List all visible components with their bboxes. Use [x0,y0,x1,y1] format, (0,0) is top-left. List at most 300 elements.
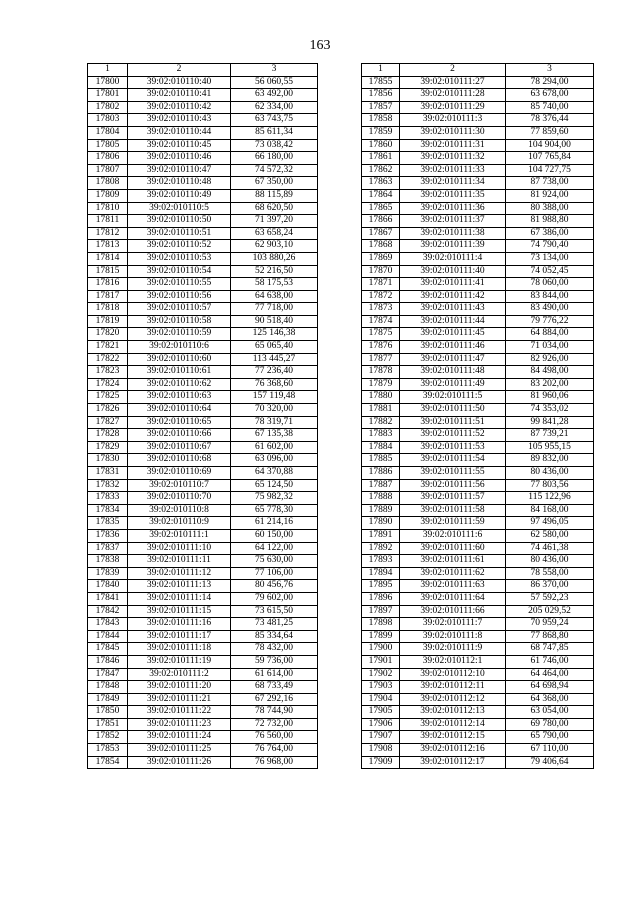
table-row [88,189,318,202]
row-number-cell: 17888 [362,492,400,505]
table-row [362,655,594,668]
cadastral-value-cell: 113 445,27 [231,353,318,366]
column-header-1: 1 [362,64,400,77]
cadastral-value-cell: 74 572,32 [231,164,318,177]
table-row [88,315,318,328]
cadastral-number-cell: 39:02:010110:53 [128,252,231,265]
table-row [88,265,318,278]
row-number-cell: 17882 [362,416,400,429]
row-number-cell: 17886 [362,467,400,480]
row-number-cell: 17879 [362,378,400,391]
cadastral-number-cell: 39:02:010111:31 [400,139,506,152]
cadastral-number-cell: 39:02:010110:8 [128,504,231,517]
cadastral-value-cell: 71 397,20 [231,215,318,228]
table-row [362,404,594,417]
row-number-cell: 17823 [88,366,128,379]
cadastral-number-cell: 39:02:010111:57 [400,492,506,505]
table-row [88,202,318,215]
table-row [88,416,318,429]
cadastral-value-cell: 83 490,00 [506,303,594,316]
table-row [88,76,318,89]
cadastral-number-cell: 39:02:010110:62 [128,378,231,391]
cadastral-value-cell: 87 739,21 [506,429,594,442]
cadastral-value-cell: 80 388,00 [506,202,594,215]
row-number-cell: 17832 [88,479,128,492]
row-number-cell: 17817 [88,290,128,303]
row-number-cell: 17834 [88,504,128,517]
table-row [362,227,594,240]
cadastral-value-cell: 76 560,00 [231,731,318,744]
cadastral-number-cell: 39:02:010111:23 [128,718,231,731]
row-number-cell: 17837 [88,542,128,555]
row-number-cell: 17877 [362,353,400,366]
cadastral-value-cell: 85 740,00 [506,101,594,114]
row-number-cell: 17852 [88,731,128,744]
row-number-cell: 17895 [362,580,400,593]
row-number-cell: 17892 [362,542,400,555]
cadastral-value-cell: 68 620,50 [231,202,318,215]
cadastral-value-cell: 75 630,00 [231,555,318,568]
cadastral-value-cell: 63 678,00 [506,89,594,102]
table-row [362,378,594,391]
cadastral-number-cell: 39:02:010111:40 [400,265,506,278]
cadastral-number-cell: 39:02:010110:66 [128,429,231,442]
cadastral-number-cell: 39:02:010111:33 [400,164,506,177]
row-number-cell: 17880 [362,391,400,404]
table-row [88,756,318,769]
table-row [362,529,594,542]
cadastral-value-cell: 67 292,16 [231,693,318,706]
table-row [362,366,594,379]
table-row [362,164,594,177]
cadastral-number-cell: 39:02:010111:11 [128,555,231,568]
cadastral-value-cell: 78 060,00 [506,278,594,291]
table-header-row [362,64,594,77]
table-row [88,479,318,492]
cadastral-value-cell: 62 580,00 [506,529,594,542]
cadastral-number-cell: 39:02:010111:64 [400,592,506,605]
row-number-cell: 17830 [88,454,128,467]
cadastral-value-cell: 57 592,23 [506,592,594,605]
cadastral-number-cell: 39:02:010111:18 [128,643,231,656]
cadastral-value-cell: 66 180,00 [231,152,318,165]
cadastral-value-cell: 63 096,00 [231,454,318,467]
table-row [88,517,318,530]
table-row [88,504,318,517]
cadastral-value-cell: 74 353,02 [506,404,594,417]
table-row [362,618,594,631]
table-row [362,303,594,316]
cadastral-number-cell: 39:02:010112:16 [400,744,506,757]
row-number-cell: 17855 [362,76,400,89]
cadastral-value-cell: 104 727,75 [506,164,594,177]
row-number-cell: 17907 [362,731,400,744]
cadastral-number-cell: 39:02:010112:1 [400,655,506,668]
table-row [362,744,594,757]
cadastral-value-cell: 64 370,88 [231,467,318,480]
cadastral-number-cell: 39:02:010111:30 [400,126,506,139]
row-number-cell: 17885 [362,454,400,467]
table-row [362,706,594,719]
table-row [88,744,318,757]
cadastral-number-cell: 39:02:010111:16 [128,618,231,631]
row-number-cell: 17842 [88,605,128,618]
cadastral-number-cell: 39:02:010110:48 [128,177,231,190]
table-row [88,529,318,542]
cadastral-value-cell: 78 558,00 [506,567,594,580]
row-number-cell: 17814 [88,252,128,265]
row-number-cell: 17811 [88,215,128,228]
cadastral-number-cell: 39:02:010110:46 [128,152,231,165]
row-number-cell: 17897 [362,605,400,618]
table-row [88,114,318,127]
cadastral-number-cell: 39:02:010111:37 [400,215,506,228]
cadastral-number-cell: 39:02:010110:59 [128,328,231,341]
row-number-cell: 17868 [362,240,400,253]
cadastral-number-cell: 39:02:010112:11 [400,681,506,694]
table-row [362,504,594,517]
cadastral-value-cell: 72 732,00 [231,718,318,731]
table-row [88,706,318,719]
table-row [362,416,594,429]
table-row [88,441,318,454]
table-row [362,580,594,593]
row-number-cell: 17856 [362,89,400,102]
table-row [362,114,594,127]
table-row [88,681,318,694]
cadastral-number-cell: 39:02:010111:66 [400,605,506,618]
table-row [88,290,318,303]
row-number-cell: 17859 [362,126,400,139]
cadastral-value-cell: 97 496,05 [506,517,594,530]
table-row [88,567,318,580]
row-number-cell: 17861 [362,152,400,165]
cadastral-number-cell: 39:02:010110:51 [128,227,231,240]
cadastral-number-cell: 39:02:010110:60 [128,353,231,366]
cadastral-table-right [361,63,594,769]
table-body-right [362,76,594,769]
table-row [88,454,318,467]
cadastral-number-cell: 39:02:010110:45 [128,139,231,152]
cadastral-value-cell: 78 376,44 [506,114,594,127]
cadastral-number-cell: 39:02:010110:44 [128,126,231,139]
cadastral-value-cell: 71 034,00 [506,341,594,354]
cadastral-value-cell: 79 602,00 [231,592,318,605]
row-number-cell: 17893 [362,555,400,568]
table-row [88,341,318,354]
table-row [362,202,594,215]
table-row [88,555,318,568]
table-row [362,139,594,152]
cadastral-value-cell: 63 054,00 [506,706,594,719]
cadastral-value-cell: 62 334,00 [231,101,318,114]
cadastral-number-cell: 39:02:010111:4 [400,252,506,265]
table-row [88,101,318,114]
cadastral-value-cell: 205 029,52 [506,605,594,618]
cadastral-number-cell: 39:02:010110:65 [128,416,231,429]
cadastral-number-cell: 39:02:010110:43 [128,114,231,127]
row-number-cell: 17872 [362,290,400,303]
table-row [88,693,318,706]
table-row [88,731,318,744]
cadastral-number-cell: 39:02:010111:58 [400,504,506,517]
cadastral-number-cell: 39:02:010112:15 [400,731,506,744]
table-row [362,731,594,744]
cadastral-number-cell: 39:02:010111:22 [128,706,231,719]
cadastral-number-cell: 39:02:010110:55 [128,278,231,291]
cadastral-value-cell: 73 615,50 [231,605,318,618]
table-body-left [88,76,318,769]
cadastral-value-cell: 81 988,80 [506,215,594,228]
row-number-cell: 17869 [362,252,400,265]
row-number-cell: 17848 [88,681,128,694]
cadastral-number-cell: 39:02:010111:12 [128,567,231,580]
table-row [362,492,594,505]
table-row [88,404,318,417]
cadastral-value-cell: 60 150,00 [231,529,318,542]
cadastral-number-cell: 39:02:010110:41 [128,89,231,102]
cadastral-number-cell: 39:02:010111:21 [128,693,231,706]
table-row [362,252,594,265]
cadastral-number-cell: 39:02:010111:29 [400,101,506,114]
table-row [362,567,594,580]
cadastral-value-cell: 65 065,40 [231,341,318,354]
cadastral-value-cell: 99 841,28 [506,416,594,429]
row-number-cell: 17901 [362,655,400,668]
cadastral-value-cell: 79 776,22 [506,315,594,328]
cadastral-number-cell: 39:02:010111:49 [400,378,506,391]
cadastral-number-cell: 39:02:010111:17 [128,630,231,643]
table-row [88,605,318,618]
cadastral-value-cell: 68 747,85 [506,643,594,656]
cadastral-number-cell: 39:02:010111:61 [400,555,506,568]
cadastral-value-cell: 83 202,00 [506,378,594,391]
row-number-cell: 17810 [88,202,128,215]
cadastral-value-cell: 78 294,00 [506,76,594,89]
cadastral-number-cell: 39:02:010110:61 [128,366,231,379]
row-number-cell: 17891 [362,529,400,542]
cadastral-table-left [87,63,318,769]
row-number-cell: 17875 [362,328,400,341]
table-row [88,378,318,391]
cadastral-number-cell: 39:02:010111:38 [400,227,506,240]
table-row [362,693,594,706]
table-row [88,618,318,631]
row-number-cell: 17802 [88,101,128,114]
row-number-cell: 17881 [362,404,400,417]
table-row [362,177,594,190]
cadastral-value-cell: 77 859,60 [506,126,594,139]
table-row [362,89,594,102]
row-number-cell: 17862 [362,164,400,177]
cadastral-number-cell: 39:02:010111:32 [400,152,506,165]
table-row [362,555,594,568]
cadastral-number-cell: 39:02:010111:36 [400,202,506,215]
row-number-cell: 17900 [362,643,400,656]
column-header-1: 1 [88,64,128,77]
cadastral-value-cell: 67 350,00 [231,177,318,190]
table-row [362,630,594,643]
row-number-cell: 17839 [88,567,128,580]
row-number-cell: 17827 [88,416,128,429]
table-row [88,252,318,265]
cadastral-number-cell: 39:02:010111:43 [400,303,506,316]
cadastral-number-cell: 39:02:010111:46 [400,341,506,354]
cadastral-value-cell: 85 611,34 [231,126,318,139]
row-number-cell: 17836 [88,529,128,542]
row-number-cell: 17808 [88,177,128,190]
row-number-cell: 17812 [88,227,128,240]
cadastral-value-cell: 84 168,00 [506,504,594,517]
cadastral-number-cell: 39:02:010111:3 [400,114,506,127]
cadastral-number-cell: 39:02:010111:54 [400,454,506,467]
cadastral-number-cell: 39:02:010111:13 [128,580,231,593]
row-number-cell: 17873 [362,303,400,316]
row-number-cell: 17909 [362,756,400,769]
row-number-cell: 17809 [88,189,128,202]
cadastral-number-cell: 39:02:010110:42 [128,101,231,114]
cadastral-number-cell: 39:02:010112:12 [400,693,506,706]
row-number-cell: 17904 [362,693,400,706]
row-number-cell: 17857 [362,101,400,114]
cadastral-number-cell: 39:02:010110:50 [128,215,231,228]
row-number-cell: 17841 [88,592,128,605]
row-number-cell: 17818 [88,303,128,316]
cadastral-number-cell: 39:02:010111:19 [128,655,231,668]
cadastral-number-cell: 39:02:010111:5 [400,391,506,404]
cadastral-number-cell: 39:02:010110:57 [128,303,231,316]
row-number-cell: 17878 [362,366,400,379]
row-number-cell: 17803 [88,114,128,127]
cadastral-value-cell: 76 368,60 [231,378,318,391]
row-number-cell: 17847 [88,668,128,681]
cadastral-number-cell: 39:02:010111:56 [400,479,506,492]
table-row [88,328,318,341]
cadastral-number-cell: 39:02:010110:63 [128,391,231,404]
cadastral-value-cell: 67 386,00 [506,227,594,240]
table-row [362,668,594,681]
cadastral-number-cell: 39:02:010111:48 [400,366,506,379]
cadastral-number-cell: 39:02:010111:34 [400,177,506,190]
table-row [362,454,594,467]
cadastral-number-cell: 39:02:010111:63 [400,580,506,593]
row-number-cell: 17819 [88,315,128,328]
cadastral-number-cell: 39:02:010111:20 [128,681,231,694]
cadastral-number-cell: 39:02:010110:52 [128,240,231,253]
cadastral-value-cell: 84 498,00 [506,366,594,379]
cadastral-number-cell: 39:02:010112:14 [400,718,506,731]
table-row [362,605,594,618]
cadastral-value-cell: 65 124,50 [231,479,318,492]
cadastral-value-cell: 74 461,38 [506,542,594,555]
cadastral-value-cell: 64 464,00 [506,668,594,681]
table-row [362,756,594,769]
cadastral-number-cell: 39:02:010111:50 [400,404,506,417]
cadastral-value-cell: 67 110,00 [506,744,594,757]
table-row [88,580,318,593]
row-number-cell: 17828 [88,429,128,442]
row-number-cell: 17822 [88,353,128,366]
cadastral-value-cell: 89 832,00 [506,454,594,467]
cadastral-number-cell: 39:02:010110:6 [128,341,231,354]
row-number-cell: 17866 [362,215,400,228]
cadastral-number-cell: 39:02:010110:9 [128,517,231,530]
cadastral-value-cell: 64 884,00 [506,328,594,341]
cadastral-number-cell: 39:02:010111:10 [128,542,231,555]
cadastral-value-cell: 83 844,00 [506,290,594,303]
cadastral-value-cell: 87 738,00 [506,177,594,190]
cadastral-number-cell: 39:02:010110:70 [128,492,231,505]
cadastral-value-cell: 62 903,10 [231,240,318,253]
cadastral-value-cell: 103 880,26 [231,252,318,265]
table-row [88,391,318,404]
cadastral-value-cell: 90 518,40 [231,315,318,328]
cadastral-value-cell: 59 736,00 [231,655,318,668]
cadastral-number-cell: 39:02:010111:6 [400,529,506,542]
table-row [88,240,318,253]
table-row [88,152,318,165]
cadastral-value-cell: 52 216,50 [231,265,318,278]
row-number-cell: 17876 [362,341,400,354]
row-number-cell: 17829 [88,441,128,454]
table-header-row [88,64,318,77]
table-row [88,366,318,379]
cadastral-number-cell: 39:02:010112:13 [400,706,506,719]
cadastral-value-cell: 82 926,00 [506,353,594,366]
cadastral-value-cell: 56 060,55 [231,76,318,89]
table-row [88,278,318,291]
row-number-cell: 17844 [88,630,128,643]
cadastral-value-cell: 61 614,00 [231,668,318,681]
cadastral-value-cell: 65 778,30 [231,504,318,517]
cadastral-number-cell: 39:02:010112:10 [400,668,506,681]
table-row [362,290,594,303]
cadastral-value-cell: 157 119,48 [231,391,318,404]
cadastral-value-cell: 63 492,00 [231,89,318,102]
row-number-cell: 17889 [362,504,400,517]
cadastral-number-cell: 39:02:010110:69 [128,467,231,480]
cadastral-number-cell: 39:02:010111:39 [400,240,506,253]
cadastral-value-cell: 125 146,38 [231,328,318,341]
row-number-cell: 17824 [88,378,128,391]
cadastral-value-cell: 70 320,00 [231,404,318,417]
row-number-cell: 17903 [362,681,400,694]
row-number-cell: 17860 [362,139,400,152]
cadastral-number-cell: 39:02:010111:28 [400,89,506,102]
row-number-cell: 17821 [88,341,128,354]
row-number-cell: 17887 [362,479,400,492]
cadastral-number-cell: 39:02:010111:27 [400,76,506,89]
table-row [362,328,594,341]
table-row [362,152,594,165]
table-row [88,164,318,177]
cadastral-number-cell: 39:02:010111:55 [400,467,506,480]
cadastral-value-cell: 77 718,00 [231,303,318,316]
table-row [88,668,318,681]
cadastral-value-cell: 64 368,00 [506,693,594,706]
table-row [88,542,318,555]
row-number-cell: 17806 [88,152,128,165]
cadastral-value-cell: 67 135,38 [231,429,318,442]
table-row [88,139,318,152]
cadastral-value-cell: 81 960,06 [506,391,594,404]
row-number-cell: 17899 [362,630,400,643]
cadastral-value-cell: 80 456,76 [231,580,318,593]
row-number-cell: 17843 [88,618,128,631]
row-number-cell: 17838 [88,555,128,568]
table-row [362,718,594,731]
row-number-cell: 17898 [362,618,400,631]
